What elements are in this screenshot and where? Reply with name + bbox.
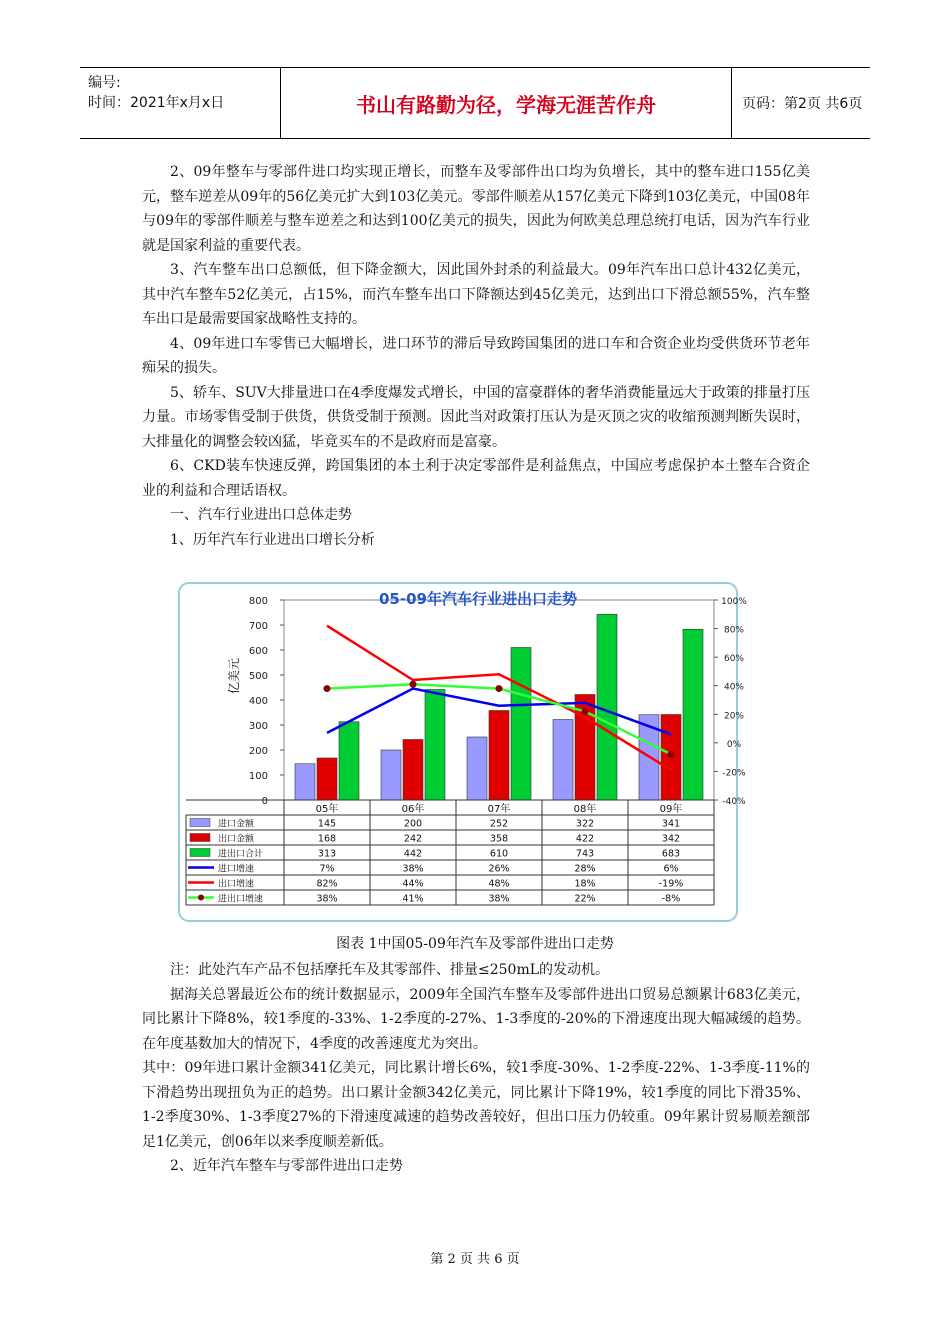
y2-tick-label: 20% <box>723 711 745 722</box>
data-label: 38% <box>316 893 338 905</box>
data-label: 82% <box>316 878 338 890</box>
paragraph: 3、汽车整车出口总额低，但下降金额大，因此国外封杀的利益最大。09年汽车出口总计432亿美元，其中汽车整车52亿美元，占15%，而汽车整车出口下降额达到45亿美元，达到出口下滑总额55%，汽车整车出口是最需要国家战略性支持的。 <box>142 262 810 327</box>
y-tick-label: 200 <box>248 746 268 757</box>
data-label: 200 <box>403 818 423 830</box>
x-tick-label: 08年 <box>573 804 597 815</box>
data-label: 44% <box>402 878 424 890</box>
y2-tick-label: -20% <box>722 768 746 779</box>
paragraph: 6、CKD装车快速反弹，跨国集团的本土利于决定零部件是利益焦点，中国应考虑保护本土整车合资企业的利益和合理话语权。 <box>142 458 810 499</box>
x-tick-label: 06年 <box>401 804 425 815</box>
legend-label: 进出口合计 <box>218 849 264 860</box>
number-label: 编号: <box>88 75 121 91</box>
data-label: 145 <box>317 818 337 830</box>
data-label: 38% <box>488 893 510 905</box>
y-tick-label: 0 <box>261 796 268 807</box>
data-label: -19% <box>658 878 684 890</box>
bar-3 <box>683 629 703 800</box>
paragraph: 4、09年进口车零售已大幅增长，进口环节的滞后导致跨国集团的进口车和合资企业均受供货环节老年痴呆的损失。 <box>142 335 810 376</box>
page-footer: 第 2 页 共 6 页 <box>430 1252 520 1267</box>
paragraph: 据海关总署最近公布的统计数据显示，2009年全国汽车整车及零部件进出口贸易总额累计683亿美元，同比累计下降8%，较1季度的-33%、1-2季度的-27%、1-3季度的-20%的下滑速度出现大幅减缓的趋势。在年度基数加大的情况下，4季度的改善速度尤为突出。 <box>142 986 810 1052</box>
bar-2 <box>317 758 337 800</box>
data-label: 38% <box>402 863 424 875</box>
subsection-heading: 1、历年汽车行业进出口增长分析 <box>170 531 375 548</box>
legend-swatch <box>190 849 210 857</box>
trade-chart <box>178 582 747 922</box>
data-label: 252 <box>489 818 509 830</box>
y2-tick-label: 100% <box>721 597 747 607</box>
data-label: 18% <box>574 878 596 890</box>
legend-swatch <box>190 819 210 827</box>
line-marker <box>668 751 675 758</box>
data-label: 442 <box>403 848 423 860</box>
bar-3 <box>511 648 531 801</box>
bar-3 <box>339 722 359 800</box>
page-header <box>80 67 870 139</box>
chart-title: 05-09年汽车行业进出口走势 <box>379 590 577 608</box>
data-label: 341 <box>661 818 681 830</box>
bar-2 <box>403 740 423 801</box>
header-motto: 书山有路勤为径，学海无涯苦作舟 <box>281 68 732 138</box>
y-tick-label: 400 <box>248 696 268 707</box>
legend-label: 出口增速 <box>218 879 255 890</box>
data-label: 22% <box>574 893 596 905</box>
data-label: 322 <box>575 818 595 830</box>
data-label: 28% <box>574 863 596 875</box>
paragraph: 2、09年整车与零部件进口均实现正增长，而整车及零部件出口均为负增长，其中的整车进口155亿美元，整车逆差从09年的56亿美元扩大到103亿美元。零部件顺差从157亿美元下降到103亿美元，中国08年与09年的零部件顺差与整车逆差之和达到100亿美元的损失，因此为何欧美总理总统打电话，因为汽车行业就是国家利益的重要代表。 <box>142 164 810 254</box>
y2-tick-label: -40% <box>722 797 746 807</box>
legend-label: 进出口增速 <box>218 894 264 905</box>
y-tick-label: 300 <box>248 721 268 732</box>
subsection-heading: 2、近年汽车整车与零部件进出口走势 <box>170 1158 403 1174</box>
x-tick-label: 07年 <box>487 804 511 815</box>
data-label: 422 <box>575 833 595 845</box>
legend-label: 进口增速 <box>218 864 255 875</box>
legend-marker <box>198 895 204 901</box>
line-marker <box>582 708 589 715</box>
header-page-label: 页码：第2页 共6页 <box>742 96 863 112</box>
chart-svg <box>178 582 747 922</box>
note-paragraph: 注：此处汽车产品不包括摩托车及其零部件、排量≤250mL的发动机。 <box>170 962 610 978</box>
bar-1 <box>381 750 401 800</box>
y2-tick-label: 80% <box>723 625 745 636</box>
data-label: 683 <box>661 848 681 860</box>
data-label: 7% <box>319 863 335 875</box>
legend-swatch <box>190 834 210 842</box>
bar-3 <box>425 690 445 801</box>
legend-label: 出口金额 <box>218 834 255 845</box>
line-marker <box>324 685 331 692</box>
bar-1 <box>553 720 573 801</box>
data-label: 48% <box>488 878 510 890</box>
date-label: 时间：2021年x月x日 <box>88 95 225 111</box>
data-label: 610 <box>489 848 509 860</box>
y-tick-label: 100 <box>248 771 268 782</box>
text-block-top <box>142 160 810 552</box>
header-meta <box>80 68 281 138</box>
text-block-bottom <box>142 958 810 1179</box>
paragraph: 其中：09年进口累计金额341亿美元，同比累计增长6%，较1季度-30%、1-2季度-22%、1-3季度-11%的下滑趋势出现扭负为正的趋势。出口累计金额342亿美元，同比累计下降19%，较1季度的同比下滑35%、1-2季度30%、1-3季度27%的下滑速度减速的趋势改善较好，但出口压力仍较重。09年累计贸易顺差额部足1亿美元，创06年以来季度顺差新低。 <box>142 1060 810 1150</box>
data-label: 342 <box>661 833 681 845</box>
data-label: 41% <box>402 893 424 905</box>
data-label: 743 <box>575 848 595 860</box>
x-tick-label: 05年 <box>315 804 339 815</box>
line-marker <box>496 685 503 692</box>
y-tick-label: 800 <box>248 596 268 607</box>
data-label: 168 <box>317 833 337 845</box>
paragraph: 5、轿车、SUV大排量进口在4季度爆发式增长，中国的富豪群体的奢华消费能量远大于政策的排量打压力量。市场零售受制于供货，供货受制于预测。因此当对政策打压认为是灭顶之灾的收缩预测判断失误时，大排量化的调整会较凶猛，毕竟买车的不是政府而是富豪。 <box>142 384 810 450</box>
y-tick-label: 700 <box>248 621 268 632</box>
legend-label: 进口金额 <box>218 819 255 830</box>
y2-tick-label: 40% <box>723 682 745 693</box>
y-tick-label: 600 <box>248 646 268 657</box>
data-label: 26% <box>488 863 510 875</box>
y-tick-label: 500 <box>248 671 268 682</box>
data-label: 313 <box>317 848 337 860</box>
x-tick-label: 09年 <box>659 804 683 815</box>
data-label: 6% <box>663 863 679 875</box>
data-label: 358 <box>489 833 509 845</box>
y2-tick-label: 0% <box>726 739 742 750</box>
bar-2 <box>489 711 509 801</box>
data-label: 242 <box>403 833 423 845</box>
section-heading: 一、汽车行业进出口总体走势 <box>170 507 352 523</box>
bar-1 <box>467 737 487 800</box>
bar-1 <box>295 764 315 800</box>
data-label: -8% <box>661 893 681 905</box>
chart-caption: 图表 1中国05-09年汽车及零部件进出口走势 <box>336 936 614 952</box>
y2-tick-label: 60% <box>723 654 745 665</box>
y-axis-label: 亿美元 <box>227 657 241 695</box>
line-marker <box>410 681 417 688</box>
